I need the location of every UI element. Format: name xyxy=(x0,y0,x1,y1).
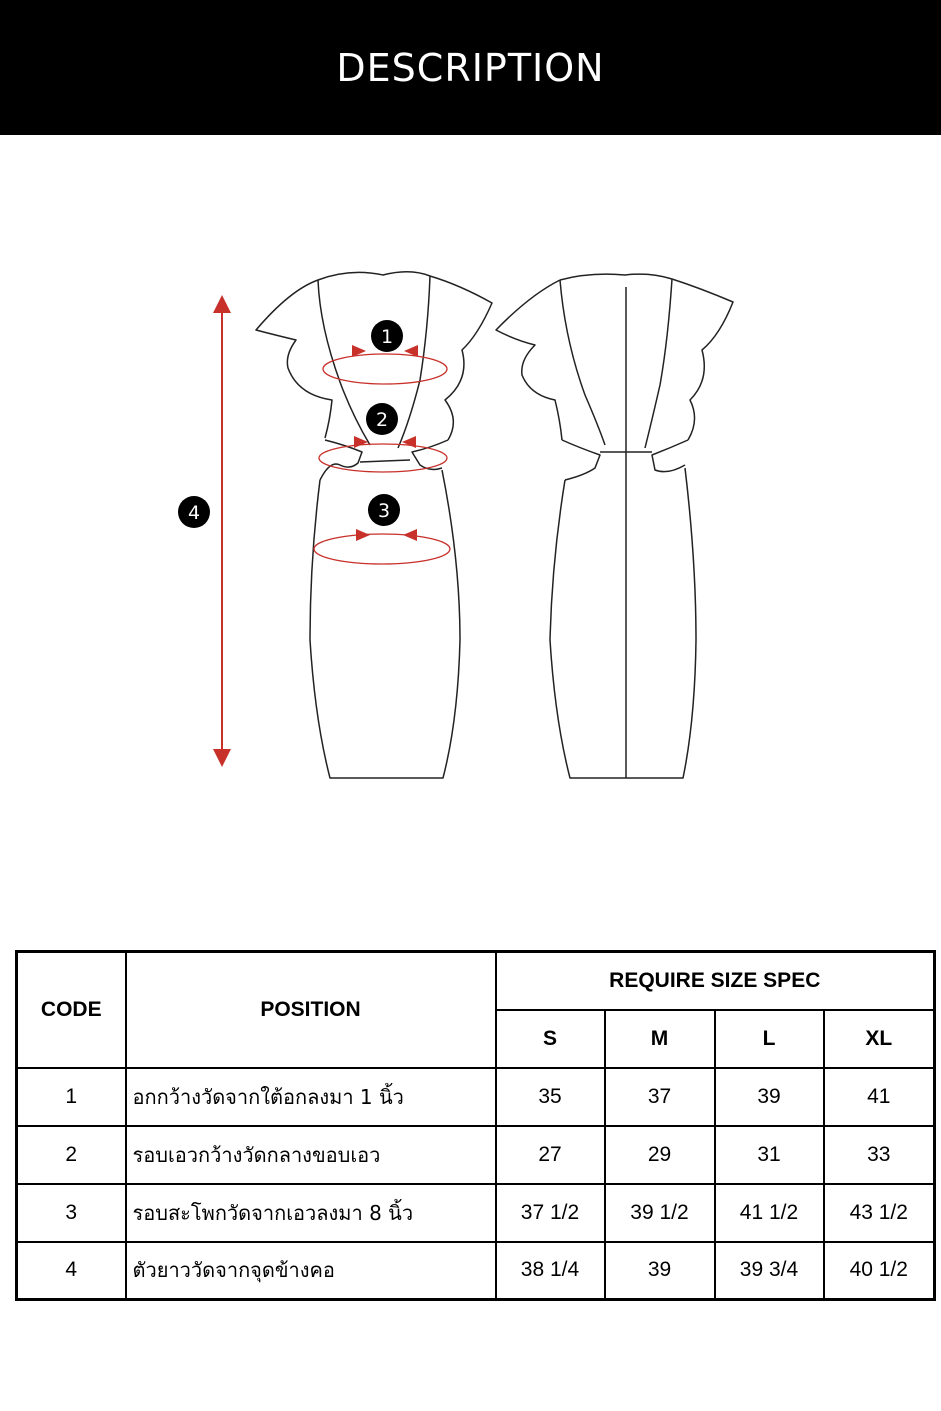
table-row xyxy=(17,1126,935,1184)
table-row xyxy=(17,1242,935,1300)
row-position: รอบเอวกว้างวัดกลางขอบเอว xyxy=(126,1126,496,1184)
row-value-xl: 33 xyxy=(824,1126,935,1184)
measure-bust xyxy=(323,320,447,384)
row-value-l: 39 xyxy=(715,1068,824,1126)
header-position: POSITION xyxy=(126,952,496,1068)
row-value-m: 37 xyxy=(605,1068,715,1126)
row-value-xl: 40 1/2 xyxy=(824,1242,935,1300)
dress-front xyxy=(256,272,492,778)
measure-hips xyxy=(314,494,450,564)
row-value-xl: 43 1/2 xyxy=(824,1184,935,1242)
header-bar xyxy=(0,0,941,135)
page-title: DESCRIPTION xyxy=(336,45,605,90)
row-value-s: 27 xyxy=(496,1126,605,1184)
row-value-l: 31 xyxy=(715,1126,824,1184)
header-size-xl: XL xyxy=(824,1010,935,1068)
table-row xyxy=(17,1184,935,1242)
measure-length xyxy=(178,295,231,767)
header-size-l: L xyxy=(715,1010,824,1068)
row-value-l: 41 1/2 xyxy=(715,1184,824,1242)
marker-2-label: 2 xyxy=(375,409,389,431)
header-size-m: M xyxy=(605,1010,715,1068)
row-code: 4 xyxy=(17,1242,126,1300)
row-value-s: 38 1/4 xyxy=(496,1242,605,1300)
row-value-s: 35 xyxy=(496,1068,605,1126)
size-spec-table xyxy=(15,950,936,1301)
row-value-l: 39 3/4 xyxy=(715,1242,824,1300)
dress-back xyxy=(496,274,733,778)
row-value-m: 39 1/2 xyxy=(605,1184,715,1242)
row-value-m: 29 xyxy=(605,1126,715,1184)
header-size-spec: REQUIRE SIZE SPEC xyxy=(496,952,935,1010)
row-position: อกกว้างวัดจากใต้อกลงมา 1 นิ้ว xyxy=(126,1068,496,1126)
row-position: ตัวยาววัดจากจุดข้างคอ xyxy=(126,1242,496,1300)
row-value-m: 39 xyxy=(605,1242,715,1300)
row-value-s: 37 1/2 xyxy=(496,1184,605,1242)
header-code: CODE xyxy=(17,952,126,1068)
marker-3-label: 3 xyxy=(377,500,391,522)
dress-illustration xyxy=(0,135,941,925)
marker-4-label: 4 xyxy=(187,502,201,524)
row-code: 2 xyxy=(17,1126,126,1184)
header-size-s: S xyxy=(496,1010,605,1068)
row-code: 3 xyxy=(17,1184,126,1242)
row-value-xl: 41 xyxy=(824,1068,935,1126)
marker-1-label: 1 xyxy=(380,326,394,348)
table-row xyxy=(17,1068,935,1126)
row-code: 1 xyxy=(17,1068,126,1126)
row-position: รอบสะโพกวัดจากเอวลงมา 8 นิ้ว xyxy=(126,1184,496,1242)
